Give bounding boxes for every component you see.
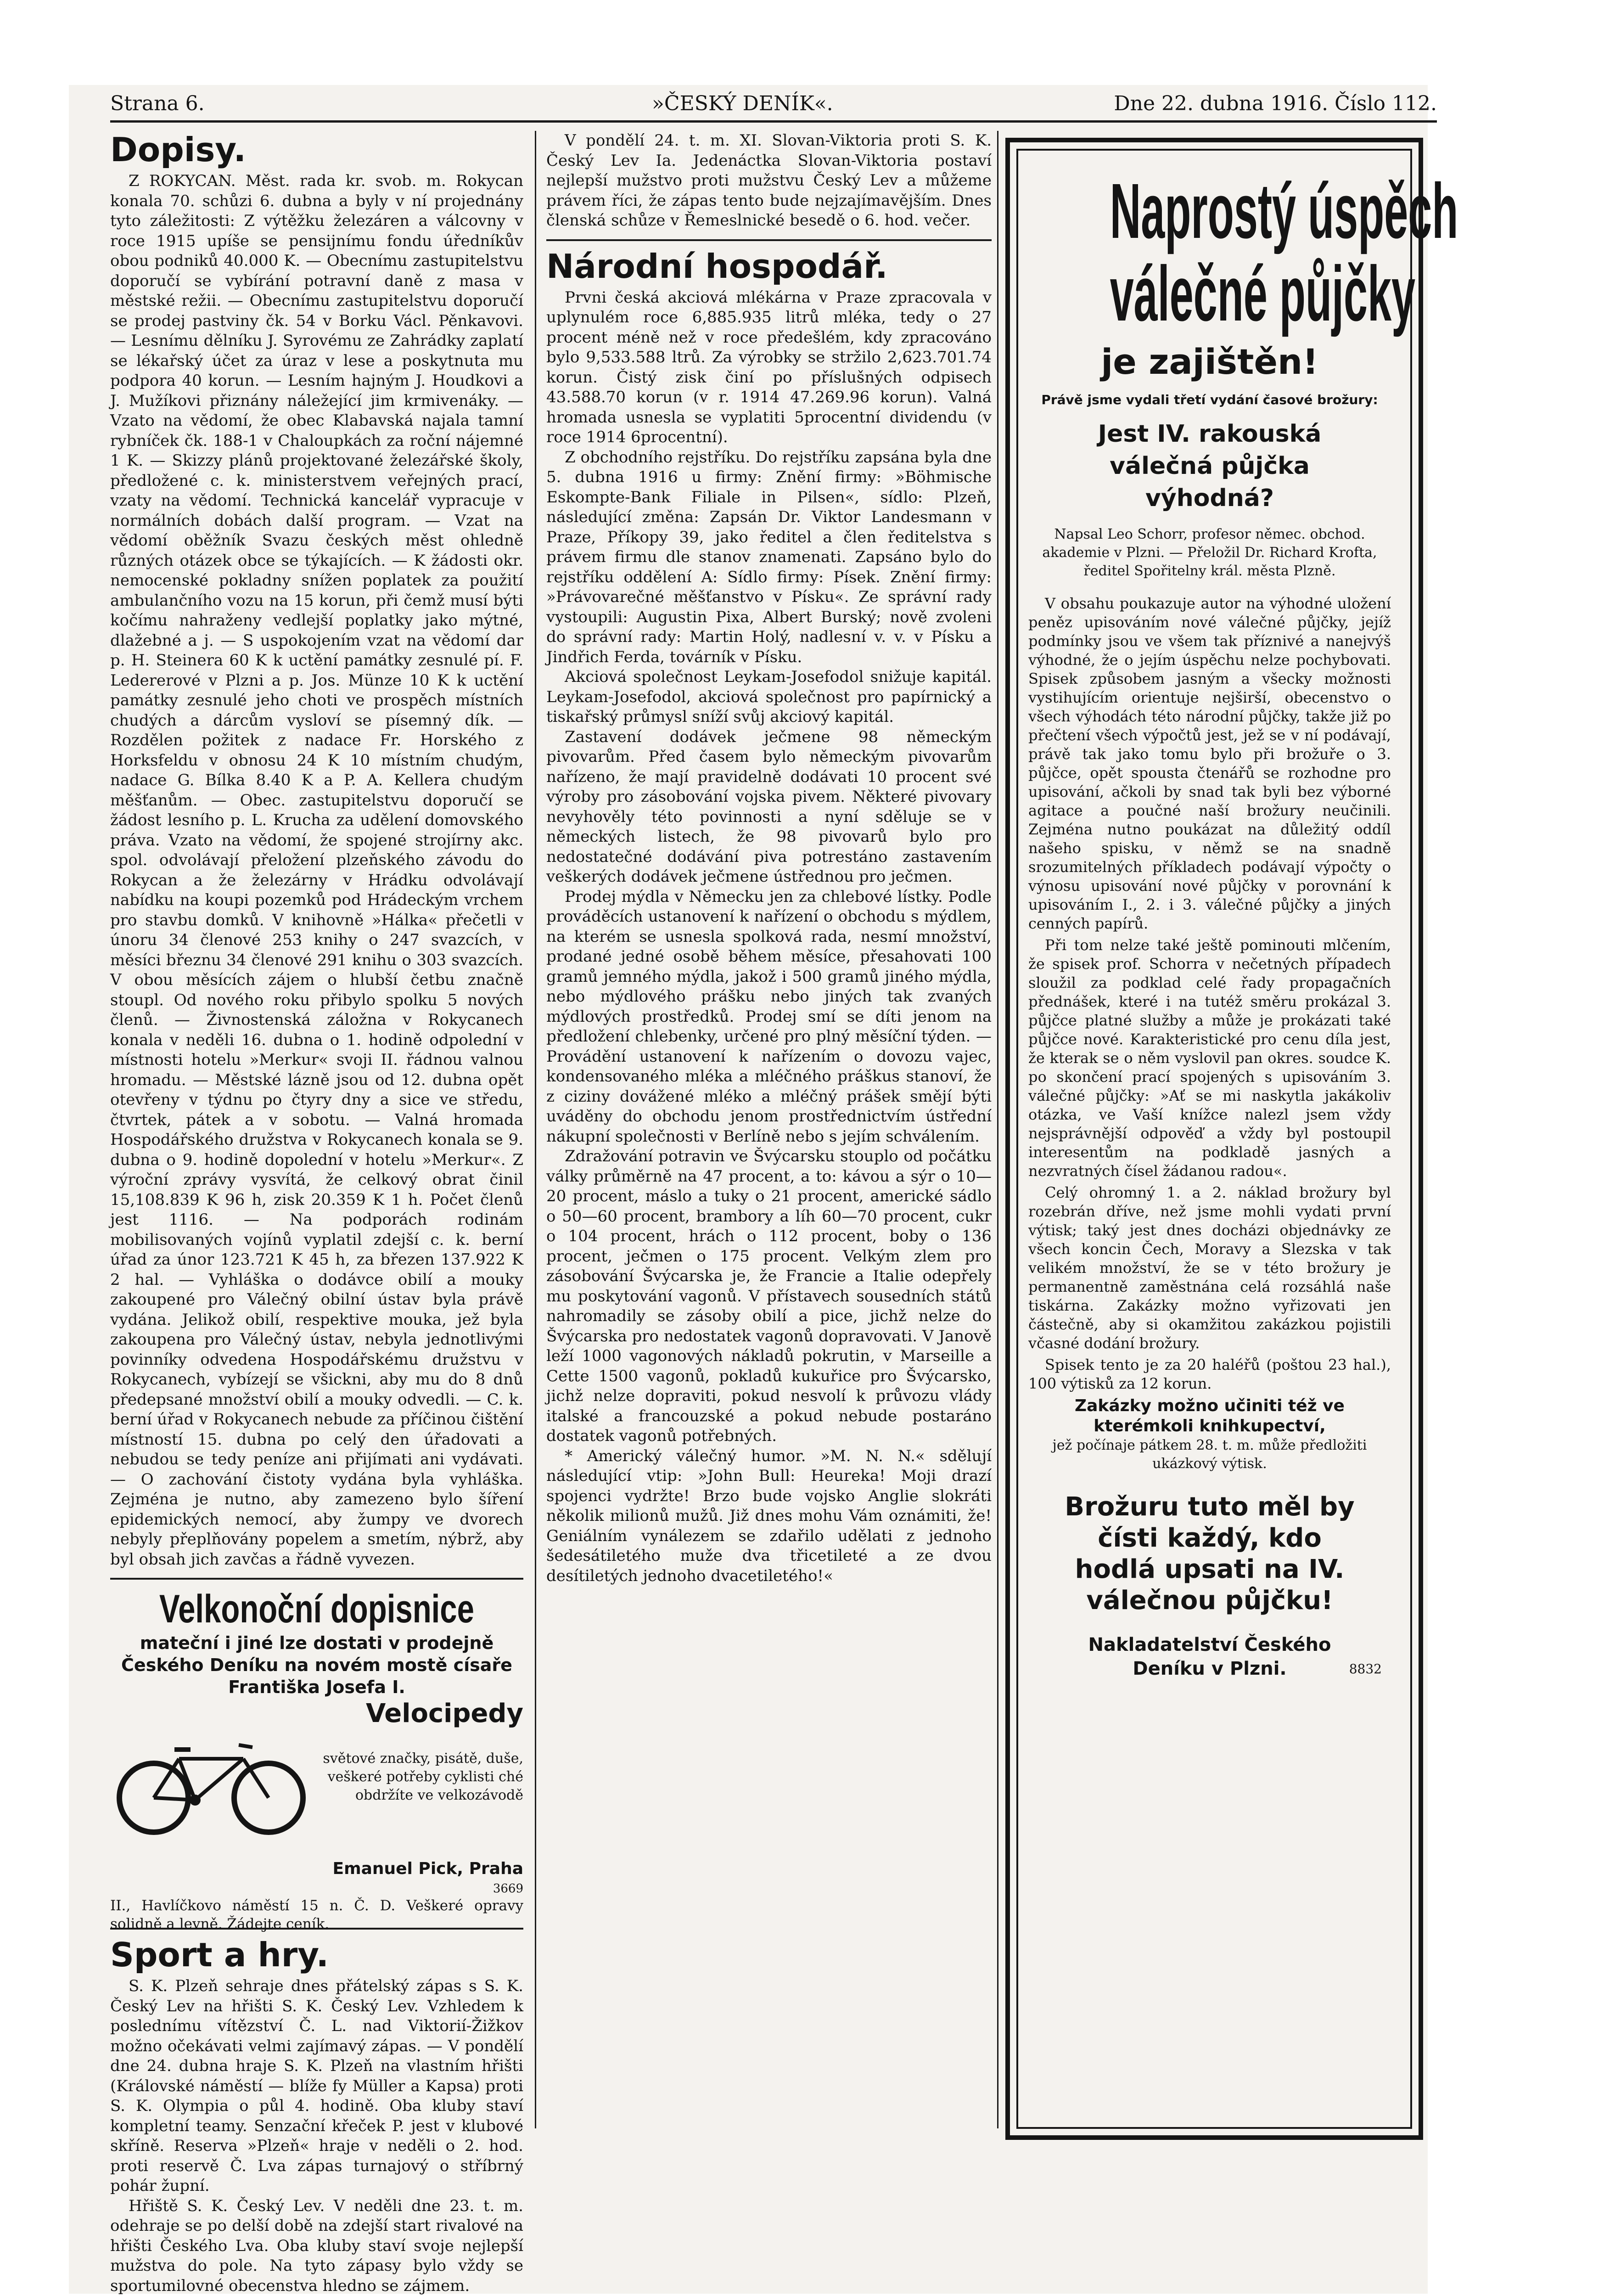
ad-velocipedy-firm: Emanuel Pick, Praha bbox=[332, 1859, 523, 1878]
ad-velkonocni bbox=[110, 1586, 523, 1698]
ad-title-3: výhodná? bbox=[1145, 484, 1274, 512]
dopisy-article: Z ROKYCAN. Měst. rada kr. svob. m. Rokycan konala 70. schůzi 6. dubna a byly v ní projednány tyto záležitosti: Z výtěžku železáren a válcovny v roce 1915 upíše se pensijnímu fondu úředníkův obou podniků 40.000 K. — Obecnímu zastupitelstvu doporučí se vybírání potravní daně z masa v městské režii. — Obecnímu zastupitelstvu doporučí se prodej pastviny čk. 54 v Borku Václ. Pěnkavovi. — Lesnímu dělníku J. Syrovému ze Zahrádky zaplatí se lékařský účet za úraz v lese a poskytnuta mu podpora 40 korun. — Lesním hajným J. Houdkovi a J. Mužíkovi přiznány náležející jim krmivenáky. — Vzato na vědomí, že obec Klabavská najala tamní rybníček čk. 188-1 v Chaloupkách za roční nájemné 1 K. — Skizzy plánů projektované železářské školy, předložené c. k. ministerstvem veřejných prací, vzaty na vědomí. Technická kancelář vypracuje v normálních dobách další program. — Vzat na vědomí oběžník Svazu českých měst ohledně různých otázek obce se týkajících. — K žádosti okr. nemocenské pokladny snížen poplatek za použití ambulančního vozu na 15 korun, při čemž musí býti kočímu nahraženy vedlejší poplatky jako mýtné, dlažebné a j. — S uspokojením vzat na vědomí dar p. H. Steinera 60 K k uctění památky zesnulé pí. F. Ledererové v Plzni a p. Jos. Münze 10 K k uctění památky zesnulé jeho choti ve prospěch místních chudých a dárcům vysloví se písemný dík. — Rozdělen požitek z nadace Fr. Horského z Horksfeldu v obnosu 24 K 10 místním chudým, nadace G. Bílka 8.40 K a P. A. Kellera chudým měšťanům. — Obec. zastupitelstvu doporučí se žádost lesního p. L. Krucha za udělení domovského práva. Vzato na vědomí, že spojené strojírny akc. spol. odvolávají přeložení plzeňského závodu do Rokycan a že železárny v Hrádku odvolávají nabídku na koupi pozemků pod Hrádeckým vrchem pro stavbu domků. V knihovně »Hálka« přečetli v únoru 34 členové 253 knihy o 247 svazcích, v měsíci březnu 34 členové 291 knihu o 303 svazcích. V obou měsících zájem o hlubší četbu značně stoupl. Od nového roku přibylo spolku 5 nových členů. — Živnostenská záložna v Rokycanech konala v neděli 16. dubna o 1. hodině odpolední v místnosti hotelu »Merkur« svoji II. řádnou valnou hromadu. — Městské lázně jsou od 12. dubna opět otevřeny v týdnu po čtyry dny a sice ve středu, čtvrtek, pátek a v sobotu. — Valná hromada Hospodářského družstva v Rokycanech konala se 9. dubna o 9. hodině dopolední v hotelu »Merkur«. Z výroční zprávy vysvítá, že celkový obrat činil 15,108.839 K 96 h, zisk 20.359 K 1 h. Počet členů jest 1116. — Na podporách rodinám mobilisovaných vojínů vyplatil zdejší c. k. berní úřad za únor 123.721 K 45 h, za březen 137.922 K 2 hal. — Vyhláška o dodávce obilí a mouky zakoupené pro Válečný obilní ústav byla právě vydána. Jelikož obilí, respektive mouka, jež byla zakoupena pro Válečný ústav, nebyla jednotlivými povinníky odvedena Hospodářskému družstvu v Rokycanech, vybízejí se všickni, aby mu do 8 dnů předepsané množství obilí a mouky odvedli. — C. k. berní úřad v Rokycanech nebude za příčinou čištění místností 15. dubna po celý den úřadovati a nebudou se tedy peníze ani přijímati ani vydávati. — O zachování čistoty vydána byla vyhláška. Zejména je nutno, aby zamezeno bylo šíření epidemických nemocí, aby žumpy ve dvorech nebyly přeplňovány popelem a smetím, nýbrž, aby byl obsah jich zavčas a řádně vyvezen. bbox=[110, 172, 523, 1569]
ad-authors: Napsal Leo Schorr, profesor němec. obchod. akademie v Plzni. — Přeložil Dr. Richard Krofta, ředitel Spořitelny král. města Plzně. bbox=[1042, 526, 1377, 579]
ad-velocipedy bbox=[110, 1699, 523, 1932]
ad-publisher-2: Deníku v Plzni. bbox=[1133, 1658, 1287, 1679]
section-title-narodni-hospodar: Národní hospodář. bbox=[546, 247, 888, 286]
ad-headline-2: válečné půjčky bbox=[1110, 250, 1416, 338]
narodni-article-1: Prvni česká akciová mlékárna v Praze zpracovala v uplynulém roce 6,885.935 litrů mléka, tedy o 27 procent méně než v roce předešlém, kdy zpracováno bylo 9,533.588 ltrů. Za výrobky se stržilo 2,623.701.74 korun. Čistý zisk činí po příslušných odpisech 43.588.70 korun (v r. 1914 47.269.96 korun). Valná hromada usnesla se vyplatiti 5procentní dividendu (v roce 1914 6procentní). bbox=[546, 288, 992, 446]
ad-cta-1: Brožuru tuto měl by bbox=[1065, 1492, 1355, 1522]
ad-velkonocni-title: Velkonoční dopisnice bbox=[159, 1587, 474, 1631]
ad-body bbox=[1028, 594, 1391, 1393]
ad-publisher-1: Nakladatelství Českého bbox=[1088, 1634, 1331, 1655]
narodni-article-4: Zastavení dodávek ječmene 98 německým pivovarům. Před časem bylo německým pivovarům nařízeno, že mají pravidelně dodávati 10 procent své výroby pro zásobování vojska pivem. Některé pivovary nevyhověly této povinnosti a nyní sděluje se v německých listech, že 98 pivovarů bylo pro nedostatečné dodávání piva potrestáno zastavením veškerých dodávek ječmene ústřednou pro ječmen. bbox=[546, 727, 992, 886]
ad-delivery: jež počínaje pátkem 28. t. m. může předložiti ukázkový výtisk. bbox=[1052, 1437, 1367, 1472]
ad-content bbox=[1028, 168, 1458, 1681]
narodni-article-6: Zdražování potravin ve Švýcarsku stouplo od počátku války průměrně na 47 procent, a to: kávou a sýr o 10—20 procent, máslo a tuky o 21 procent, americké sádlo o 50—60 procent, brambory a líh 60—70 procent, cukr o 104 procent, hrách o 112 procent, boby o 136 procent, ječmen o 175 procent. Velkým zlem pro zásobování Švýcarska je, že Francie a Italie odepřely mu poskytování vagonů. V přístavech sousedních států nahromadily se zásoby obilí a pice, jichž nelze do Švýcarska pro nedostatek vagonů dopravovati. V Janově leží 1000 vagonových nákladů pokrutin, v Marseille a Cette 1500 vagonů, pokladů kukuřice pro Švýcarsko, jichž nelze dopraviti, pokud nesvolí k průvozu vlády italské a francouzské a pokud nebude postaráno dostatek vagonů potřebných. bbox=[546, 1147, 992, 1445]
divider bbox=[546, 239, 992, 241]
ad-valecna-pujcka bbox=[1005, 138, 1458, 2140]
column-divider-2 bbox=[997, 131, 998, 2128]
sport-article-3: V pondělí 24. t. m. XI. Slovan-Viktoria proti S. K. Český Lev Ia. Jedenáctka Slovan-Viktoria postaví nejlepší mužstvo proti mužstvu Český Lev a můžeme právem říci, že zápas tento bude nejzajímavějším. Dnes členská schůze v Řemeslnické besedě o 6. hod. večer. bbox=[546, 131, 992, 230]
ad-velocipedy-title: Velocipedy bbox=[366, 1699, 523, 1728]
sport-article-2: Hřiště S. K. Český Lev. V neděli dne 23. t. m. odehraje se po delší době na zdejší start rivalové na hřišti Českého Lva. Oba kluby staví svoje nejlepší mužstva do pole. Na tyto zápasy bylo vždy se sportumilovné obecenstva hledno se zájmem. bbox=[110, 2196, 523, 2295]
ad-paragraph-1: V obsahu poukazuje autor na výhodné uložení peněz upisováním nové válečné půjčky, jejíž podmínky jsou ve všem tak příznivé a nanejvýš výhodné, že o jejím úspěchu nelze pochybovati. Spisek způsobem jasným a všecky možnosti vystihujícím orientuje nejširší, obecenstvo o všech výhodách této národní půjčky, takže již po přečtení všech výpočtů jest, jež se v ní podávají, právě tak jako tomu bylo při brožuře o 3. půjčce, opět spousta čtenářů se rozhodne pro upisování, ačkoli by snad tak byli bez výborné agitace a poučné naší brožury neučinili. Zejména nutno poukázat na důležitý oddíl našeho spisku, v němž se na snadně srozumitelných příkladech podávají výpočty o výnosu upisování nové půjčky v porovnání k upisováním I., 2. i 3. válečné půjčky a jiných cenných papírů. bbox=[1028, 595, 1391, 932]
narodni-article-2: Z obchodního rejstříku. Do rejstříku zapsána byla dne 5. dubna 1916 u firmy: Znění firmy: »Böhmische Eskompte-Bank Filiale in Pilsen«, sídlo: Plzeň, následující změna: Zapsán Dr. Viktor Landesmann v Praze, Příkopy 39, jako ředitel a člen ředitelstva s právem firmu dle stanov znamenati. Zapsáno bylo do rejstříku oddělení A: Sídlo firmy: Písek. Znění firmy: »Právovarečné měšťanstvo v Písku«. Ze správní rady vystoupili: Augustin Pixa, Albert Burský; nově zvoleni do správní rady: Martin Holý, nadlesní v. v. v Písku a Jindřich Ferda, továrník v Písku. bbox=[546, 448, 992, 666]
ad-cta-2: čísti každý, kdo bbox=[1098, 1523, 1322, 1553]
ad-paragraph-3: Celý ohromný 1. a 2. náklad brožury byl rozebrán dříve, než jsme mohli vydati první výtisk; taký jest dnes docházi objednávky ze všech koncin Čech, Moravy a Slezska v tak velikém množství, že se v této brožury je permanentně zaměstnána celá rozsáhlá naše tiskárna. Zakázky možno vyřizovati jen částečně, aby si okamžitou zakázkou pojistili včasné dodání brožury. bbox=[1028, 1184, 1391, 1352]
narodni-article-7: * Americký válečný humor. »M. N. N.« sdělují následující vtip: »John Bull: Heureka! Moji drazí spojenci vydržte! Brzo bude vojsko Anglie slokráti několik milionů mužů. Již dnes mohu Vám oznámiti, že! Geniálním vynálezem se zdařilo udělati z jednoho šedesátiletého muže dva třicetileté a ze dvou desítiletých jednoho dvacetiletého!« bbox=[546, 1446, 992, 1585]
narodni-article-5: Prodej mýdla v Německu jen za chlebové lístky. Podle prováděcích ustanovení k nařízení o obchodu s mýdlem, na kterém se usnesla spolková rada, nesmí množství, prodané jedné osobě během měsíce, přesahovati 100 gramů jemného mýdla, jakož i 500 gramů jiného mýdla, nebo mýdlového prášku nebo jiných tak zvaných mýdlových prostředků. Prodej smí se díti jenom na předložení chlebenky, určené pro plný měsíční týden. — Provádění ustanovení k nařízením o dovozu vajec, kondensovaného mléka a mléčného práškus stanoví, že z ciziny dovážené mléko a mléčný prášek smějí býti uváděny do obchodu jenom prostřednictvím ústřední nákupní společnosti v Berlíně nebo s jejím schválením. bbox=[546, 887, 992, 1146]
sport-article-1: S. K. Plzeň sehraje dnes přátelský zápas s S. K. Český Lev na hřišti S. K. Český Lev. Vzhledem k poslednímu vítězství Č. L. nad Viktorií-Žižkov možno očekávati velmi zajímavý zápas. — V pondělí dne 24. dubna hraje S. K. Plzeň na vlastním hřišti (Královské náměstí — blíže fy Müller a Kapsa) proti S. K. Olympia o půl 4. hodině. Oba kluby staví kompletní teamy. Senzační křeček P. jest v klubové skříně. Reserva »Plzeň« hraje v neděli o 2. hod. proti reservě Č. Lva zápas turnajový o stříbrný pohár župní. bbox=[110, 1977, 523, 2195]
ad-velkonocni-line2: Českého Deníku na novém mostě císaře bbox=[121, 1655, 512, 1675]
page-number: Strana 6. bbox=[110, 92, 205, 115]
ad-paragraph-2: Při tom nelze také ještě pominouti mlčením, že spisek prof. Schorra v nečetných případech sloužil za podklad celé řady propagačních přednášek, které i na tutéž směru prokázal 3. půjčce platné služby a může je prokázati také půjčce nové. Karakteristické pro cenu díla jest, že kterak se o něm vyslovil pan okres. soudce K. po skončení prací spojených s upisováním 3. válečné půjčky: »Ať se mi naskytla jakákoliv otázka, ve Vaší knížce nalezl jsem vždy nejsprávnější odpověď a vždy byl postoupil interesentům na podkladě jasných a nezvratných čísel žádanou radou«. bbox=[1028, 936, 1391, 1180]
page-header bbox=[110, 92, 1437, 119]
ad-velocipedy-address-block bbox=[110, 1841, 523, 1952]
column-middle bbox=[546, 131, 992, 1586]
ad-title-2: válečná půjčka bbox=[1110, 452, 1310, 480]
ad-intro: Právě jsme vydali třetí vydání časové brožury: bbox=[1041, 392, 1378, 407]
ad-headline-3: je zajištěn! bbox=[1101, 341, 1318, 382]
ad-velkonocni-line1: mateční i jiné lze dostati v prodejně bbox=[140, 1633, 494, 1653]
issue-date: Dne 22. dubna 1916. Číslo 112. bbox=[1114, 92, 1437, 115]
ad-velocipedy-text: světové značky, pisátě, duše, veškeré potřeby cyklisti ché obdržíte ve velkozávodě bbox=[323, 1750, 523, 1803]
ad-publisher-row bbox=[1028, 1657, 1391, 1681]
ad-bookstore: Zakázky možno učiniti též ve kterémkoli knihkupectví, bbox=[1075, 1396, 1345, 1435]
column-left bbox=[110, 131, 523, 2296]
ad-title-1: Jest IV. rakouská bbox=[1098, 420, 1322, 448]
bicycle-icon bbox=[110, 1731, 312, 1837]
ad-cta-4: válečnou půjčku! bbox=[1086, 1586, 1333, 1615]
ad-velkonocni-line3: Františka Josefa I. bbox=[228, 1677, 405, 1697]
ad-velocipedy-number: 3669 bbox=[493, 1882, 523, 1896]
section-title-dopisy: Dopisy. bbox=[110, 130, 246, 169]
header-rule bbox=[110, 120, 1437, 123]
ad-velocipedy-address: II., Havlíčkovo náměstí 15 n. Č. D. Veškeré opravy solidně a levně. Žádejte ceník. bbox=[110, 1897, 523, 1932]
divider bbox=[110, 1578, 523, 1580]
column-divider-1 bbox=[535, 131, 536, 2128]
narodni-article-3: Akciová společnost Leykam-Josefodol snižuje kapitál. Leykam-Josefodol, akciová společnost pro papírnický a tiskařský průmysl sníží svůj akciový kapitál. bbox=[546, 668, 992, 726]
ad-headline-1: Naprostý úspěch bbox=[1110, 168, 1458, 255]
section-title-sport: Sport a hry. bbox=[110, 1936, 329, 1974]
newspaper-title: »ČESKÝ DENÍK«. bbox=[652, 92, 833, 115]
ad-price: Spisek tento je za 20 haléřů (poštou 23 hal.), 100 výtisků za 12 korun. bbox=[1028, 1356, 1391, 1392]
ad-number: 8832 bbox=[1349, 1661, 1382, 1677]
ad-cta-3: hodlá upsati na IV. bbox=[1075, 1554, 1345, 1584]
